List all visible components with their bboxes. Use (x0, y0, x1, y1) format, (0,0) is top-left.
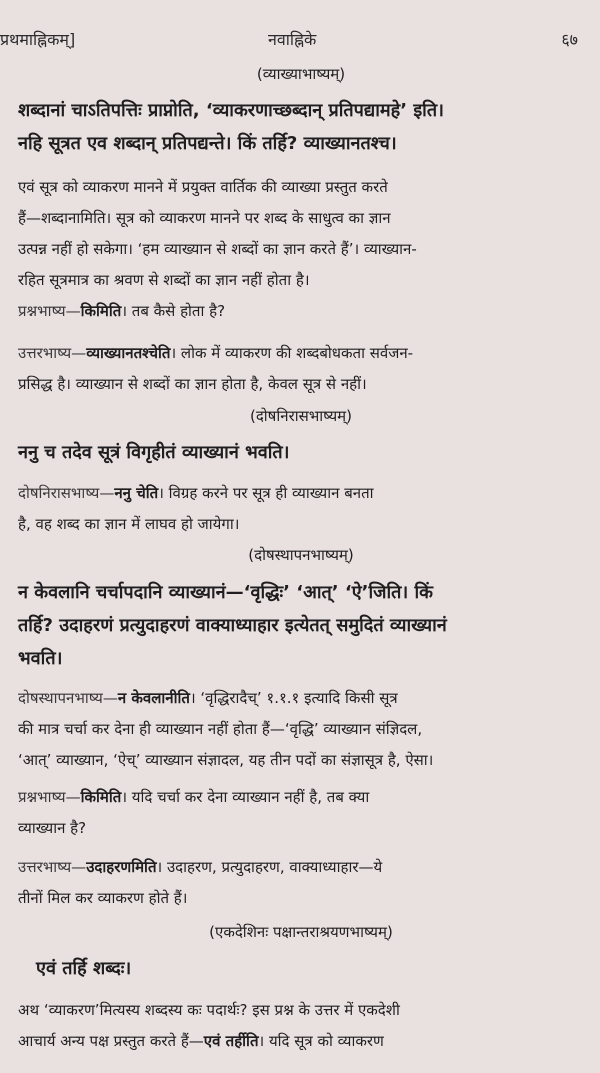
commentary-line: ‘आत्’ व्याख्यान, ‘ऐच्’ व्याख्यान संज्ञादल, यह तीन पदों का संज्ञासूत्र है, ऐसा। (18, 751, 434, 769)
explanation: । ‘वृद्धिरादैच्’ १.१.१ इत्यादि किसी सूत्र (189, 689, 398, 707)
mula-text (18, 436, 584, 469)
explanation: आचार्य अन्य पक्ष प्रस्तुत करते हैं— (18, 1032, 204, 1050)
mula-line: तर्हि? उदाहरणं प्रत्युदाहरणं वाक्याध्याहार इत्येतत् समुदितं व्याख्यानं (18, 615, 447, 636)
commentary-line: तीनों मिल कर व्याकरण होते हैं। (18, 889, 188, 907)
pratika: किमिति (80, 788, 122, 806)
commentary-line: उत्पन्न नहीं हो सकेगा। ‘हम व्याख्यान से शब्दों का ज्ञान करते हैं’। व्याख्यान- (18, 240, 417, 258)
explanation: । यदि चर्चा कर देना व्याख्यान नहीं है, तब क्या (121, 788, 370, 806)
bhashya-label: उत्तरभाष्य— (18, 858, 87, 876)
explanation: । तब कैसे होता है? (121, 302, 226, 320)
running-head-left: प्रथमाह्निकम्] (0, 30, 76, 49)
explanation: । विग्रह करने पर सूत्र ही व्याख्यान बनता (158, 484, 374, 502)
pratika: किमिति (80, 302, 122, 320)
pratika: ननु चेति (114, 484, 159, 502)
mula-line: भवति। (18, 648, 63, 669)
commentary-line: एवं सूत्र को व्याकरण मानने में प्रयुक्त वार्तिक की व्याख्या प्रस्तुत करते (18, 178, 388, 196)
commentary-line: अथ ‘व्याकरण’मित्यस्य शब्दस्य कः पदार्थः? इस प्रश्न के उत्तर में एकदेशी (18, 1001, 400, 1019)
commentary-line: की मात्र चर्चा कर देना ही व्याख्यान नहीं होता हैं—‘वृद्धि’ व्याख्यान संज्ञिदल, (18, 720, 423, 738)
answer-bhashya (18, 338, 584, 400)
commentary-line: प्रसिद्ध है। व्याख्यान से शब्दों का ज्ञान होता है, केवल सूत्र से नहीं। (18, 375, 367, 393)
commentary-paragraph (18, 172, 584, 296)
mula-line: शब्दानां चाऽतिपत्तिः प्राप्नोति, ‘व्याकरणाच्छब्दान् प्रतिपद्यामहे’ इति। (18, 100, 444, 121)
mula-text (18, 952, 584, 985)
mula-line: ननु च तदेव सूत्रं विगृहीतं व्याख्यानं भवति। (18, 442, 290, 463)
section-caption: (दोषनिरासभाष्यम्) (249, 407, 353, 425)
pratika: व्याख्यानतश्चेति (86, 344, 171, 362)
section-caption: (दोषस्थापनभाष्यम्) (248, 546, 354, 564)
mula-line: नहि सूत्रत एव शब्दान् प्रतिपद्यन्ते। किं तर्हि? व्याख्यानतश्च। (18, 133, 397, 154)
section-caption: (एकदेशिनः पक्षान्तराश्रयणभाष्यम्) (209, 923, 393, 941)
mula-text (18, 94, 584, 160)
bhashya-label: प्रश्नभाष्य— (18, 788, 81, 806)
question-bhashya (18, 782, 584, 844)
bhashya-label: दोषनिरासभाष्य— (18, 484, 115, 502)
page-number: ६७ (561, 30, 578, 49)
pratika: एवं तर्हीति (203, 1032, 259, 1050)
pratika: उदाहरणमिति (86, 858, 157, 876)
explanation: । यदि सूत्र को व्याकरण (258, 1032, 384, 1050)
commentary-line: व्याख्यान है? (18, 819, 87, 837)
bhashya-label: प्रश्नभाष्य— (18, 302, 81, 320)
commentary-paragraph (18, 478, 584, 540)
commentary-paragraph (18, 995, 584, 1057)
running-head (0, 28, 590, 52)
mula-text (18, 576, 584, 675)
answer-bhashya (18, 852, 584, 914)
explanation: । उदाहरण, प्रत्युदाहरण, वाक्याध्याहार—ये (156, 858, 383, 876)
mula-line: एवं तर्हि शब्दः। (36, 958, 132, 979)
mula-line: न केवलानि चर्चापदानि व्याख्यानं—‘वृद्धिः’ ‘आत्’ ‘ऐ’जिति। किं (18, 582, 434, 603)
pratika: न केवलानीति (117, 689, 190, 707)
question-bhashya (18, 296, 584, 327)
bhashya-label: दोषस्थापनभाष्य— (18, 689, 118, 707)
commentary-line: है, वह शब्द का ज्ञान में लाघव हो जायेगा। (18, 515, 240, 533)
explanation: । लोक में व्याकरण की शब्दबोधकता सर्वजन- (170, 344, 414, 362)
commentary-line: रहित सूत्रमात्र का श्रवण से शब्दों का ज्ञान नहीं होता है। (18, 271, 310, 289)
section-caption: (व्याख्याभाष्यम्) (256, 65, 346, 83)
commentary-paragraph (18, 683, 584, 776)
commentary-line: हैं—शब्दानामिति। सूत्र को व्याकरण मानने पर शब्द के साधुत्व का ज्ञान (18, 209, 391, 227)
bhashya-label: उत्तरभाष्य— (18, 344, 87, 362)
running-head-title: नवाह्निके (268, 30, 317, 49)
